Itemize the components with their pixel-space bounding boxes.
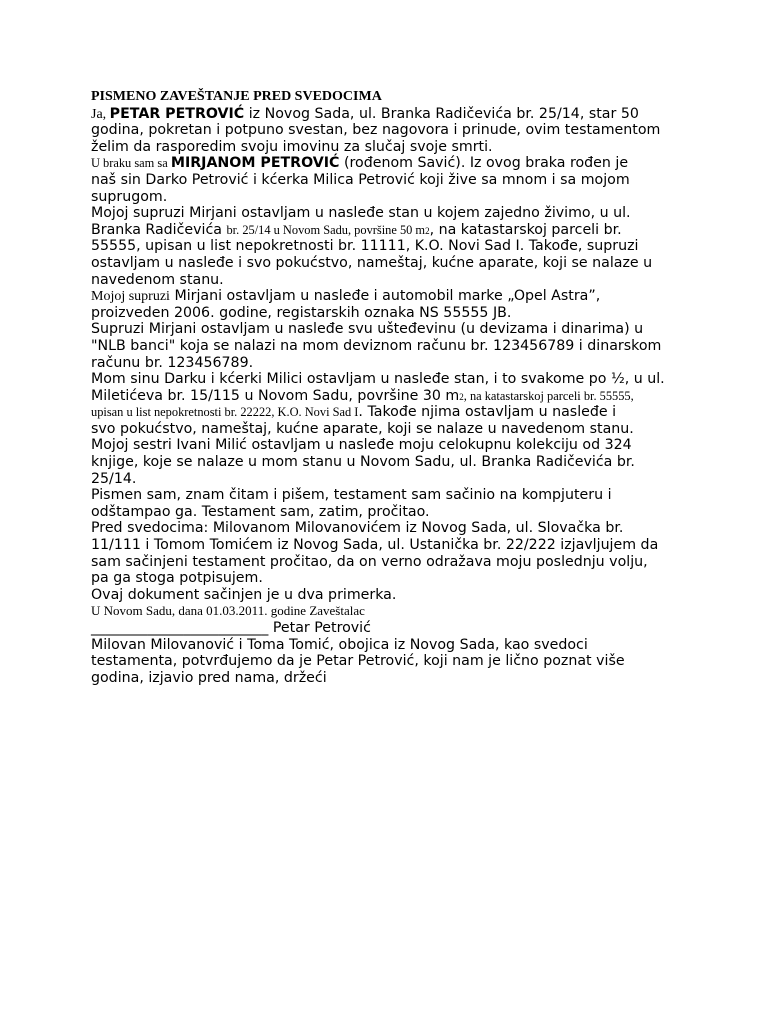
paragraph-witness-statement [91,637,691,687]
text-line: upisan u list nepokretnosti br. 22222, K.O. Novi Sad I. Takođe njima ostavljam u nasleđe i [91,404,617,421]
text-line: svo pokućstvo, nameštaj, kućne aparate, koji se nalaze u navedenom stanu. [91,420,634,437]
text-line: Ovaj dokument sačinjen je u dva primerka. [91,586,397,603]
text-line: godina, izjavio pred nama, držeći [91,669,327,686]
text-line: U braku sam sa MIRJANOM PETROVIĆ (rođenom Savić). Iz ovog braka rođen je [91,155,629,172]
text-line: Milovan Milovanović i Toma Tomić, obojica iz Novog Sada, kao svedoci [91,636,588,653]
text-line: Supruzi Mirjani ostavljam u nasleđe svu ušteđevinu (u devizama i dinarima) u [91,321,644,338]
paragraph-testator-intro [91,106,691,156]
text-line: "NLB banci" koja se nalazi na mom deviznom računu br. 123456789 i dinarskom [91,337,662,354]
text-line: godina, pokretan i potpuno svestan, bez nagovora i prinude, ovim testamentom [91,122,661,139]
spouse-name: MIRJANOM PETROVIĆ [170,155,340,172]
signature-underline: _________________________ [91,620,269,636]
text-line: Pred svedocima: Milovanom Milovanovićem iz Novog Sada, ul. Slovačka br. [91,520,624,537]
text-line: proizveden 2006. godine, registarskih oznaka NS 55555 JB. [91,304,512,321]
text-line: naš sin Darko Petrović i kćerka Milica Petrović koji žive sa mnom i sa mojom [91,171,630,188]
text-line: Mojoj sestri Ivani Milić ostavljam u nasleđe moju celokupnu kolekciju od 324 [91,437,632,454]
paragraph-car [91,288,691,321]
text-line: Mojoj supruzi Mirjani ostavljam u nasleđe stan u kojem zajedno živimo, u ul. [91,205,631,222]
paragraph-apartment-spouse [91,205,691,288]
signature-name: Petar Petrović [268,620,371,636]
paragraph-family [91,155,691,205]
paragraph-witnesses [91,520,691,586]
text-line: ostavljam u nasleđe i svo pokućstvo, nameštaj, kućne aparate, koji se nalaze u [91,254,653,271]
paragraph-books [91,437,691,487]
text-line: testamenta, potvrđujemo da je Petar Petrović, koji nam je lično poznat više [91,653,625,670]
text-line: Branka Radičevića br. 25/14 u Novom Sadu, površine 50 m2, na katastarskoj parceli br. [91,221,622,238]
testator-name: PETAR PETROVIĆ [109,105,245,122]
paragraph-copies [91,587,691,604]
text-line: Mojoj supruzi Mirjani ostavljam u nasleđe i automobil marke „Opel Astra”, [91,288,601,305]
text-line: sam sačinjeni testament pročitao, da on verno odražava moju poslednju volju, [91,553,648,570]
paragraph-apartment-children [91,371,691,437]
text-line: želim da rasporedim svoju imovinu za slučaj svoje smrti. [91,138,493,155]
document-title: PISMENO ZAVEŠTANJE PRED SVEDOCIMA [91,89,382,104]
text-line: računu br. 123456789. [91,354,254,371]
signature-line [91,620,691,637]
text-line: navedenom stanu. [91,271,224,288]
paragraph-literacy [91,487,691,520]
text-line: Miletićeva br. 15/115 u Novom Sadu, površine 30 m2, na katastarskoj parceli br. 55555, [91,387,634,404]
text-line: knjige, koje se nalaze u mom stanu u Novom Sadu, ul. Branka Radičevića br. [91,454,635,471]
place-and-date: U Novom Sadu, dana 01.03.2011. godine Zaveštalac [91,603,365,619]
text-line: 55555, upisan u list nepokretnosti br. 11111, K.O. Novi Sad I. Takođe, supruzi [91,238,639,255]
text-line: 11/111 i Tomom Tomićem iz Novog Sada, ul. Ustanička br. 22/222 izjavljujem da [91,537,659,554]
text-line: suprugom. [91,188,168,205]
paragraph-savings [91,321,691,371]
text-line: odštampao ga. Testament sam, zatim, pročitao. [91,503,430,520]
text-line: Mom sinu Darku i kćerki Milici ostavljam u nasleđe stan, i to svakome po ½, u ul. [91,371,665,388]
text-line: Ja, PETAR PETROVIĆ iz Novog Sada, ul. Branka Radičevića br. 25/14, star 50 [91,105,639,122]
text-line: Pismen sam, znam čitam i pišem, testament sam sačinio na kompjuteru i [91,487,612,504]
text-line: 25/14. [91,470,137,487]
document-body [91,89,691,686]
text-line: pa ga stoga potpisujem. [91,570,263,587]
